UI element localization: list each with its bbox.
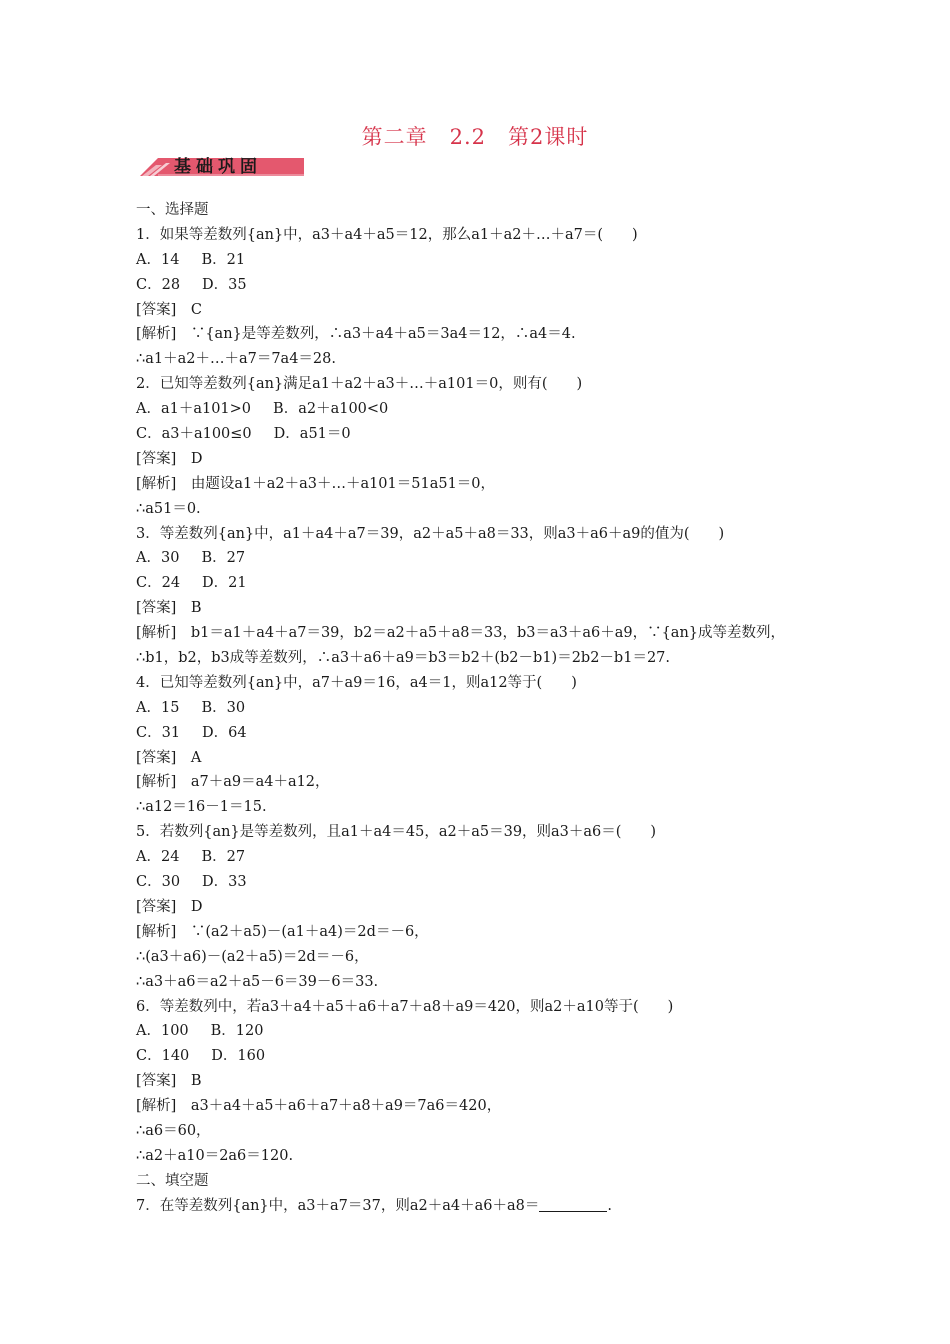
answer-label: [答案] bbox=[136, 600, 177, 617]
option-d: D．64 bbox=[202, 724, 247, 741]
option-row bbox=[136, 571, 826, 596]
answer-line bbox=[136, 746, 826, 771]
section-banner bbox=[136, 151, 308, 181]
page-title: 第二章 2.2 第2课时 bbox=[361, 125, 589, 149]
option-c: C．30 bbox=[136, 874, 181, 891]
option-b: B．27 bbox=[201, 849, 246, 866]
analysis-label: [解析] bbox=[136, 774, 177, 791]
analysis-label: [解析] bbox=[136, 625, 177, 642]
answer-line bbox=[136, 596, 826, 621]
option-d: D．35 bbox=[202, 276, 247, 293]
fill-question-tail: . bbox=[607, 1197, 612, 1214]
option-a: A．30 bbox=[136, 550, 180, 567]
section-heading-fill: 二、填空题 bbox=[136, 1172, 209, 1189]
answer-label: [答案] bbox=[136, 1073, 177, 1090]
option-b: B．27 bbox=[201, 550, 246, 567]
option-row bbox=[136, 1019, 826, 1044]
option-c: C．a3＋a100≤0 bbox=[136, 426, 252, 443]
document-body bbox=[136, 198, 826, 1219]
analysis-line: ∴a3＋a6＝a2＋a5－6＝39－6＝33. bbox=[136, 973, 379, 990]
option-a: A．a1＋a101>0 bbox=[136, 401, 252, 418]
option-d: D．21 bbox=[202, 575, 247, 592]
option-row bbox=[136, 870, 826, 895]
option-c: C．140 bbox=[136, 1048, 190, 1065]
answer-label: [答案] bbox=[136, 450, 177, 467]
analysis-line bbox=[136, 920, 826, 945]
answer-label: [答案] bbox=[136, 749, 177, 766]
option-c: C．24 bbox=[136, 575, 181, 592]
question-stem: 4．已知等差数列{an}中，a7＋a9＝16，a4＝1，则a12等于( ) bbox=[136, 674, 577, 691]
question-stem: 6．等差数列中，若a3＋a4＋a5＋a6＋a7＋a8＋a9＝420，则a2＋a10等于( ) bbox=[136, 998, 674, 1015]
answer-line bbox=[136, 895, 826, 920]
analysis-line: ∴(a3＋a6)－(a2＋a5)＝2d＝－6， bbox=[136, 948, 369, 965]
option-b: B．21 bbox=[201, 251, 246, 268]
analysis-text: a7＋a9＝a4＋a12， bbox=[190, 774, 330, 791]
option-b: B．a2＋a100<0 bbox=[273, 401, 389, 418]
option-row bbox=[136, 273, 826, 298]
answer-value: A bbox=[190, 749, 202, 766]
option-a: A．14 bbox=[136, 251, 180, 268]
option-row bbox=[136, 248, 826, 273]
option-row bbox=[136, 845, 826, 870]
banner-label: 基础巩固 bbox=[174, 157, 262, 177]
analysis-text: a3＋a4＋a5＋a6＋a7＋a8＋a9＝7a6＝420， bbox=[190, 1098, 502, 1115]
answer-label: [答案] bbox=[136, 898, 177, 915]
analysis-text: ∵(a2＋a5)－(a1＋a4)＝2d＝－6， bbox=[190, 923, 429, 940]
answer-value: B bbox=[190, 600, 202, 617]
analysis-text: ∵{an}是等差数列，∴a3＋a4＋a5＝3a4＝12，∴a4＝4. bbox=[190, 326, 576, 343]
answer-line bbox=[136, 447, 826, 472]
analysis-label: [解析] bbox=[136, 923, 177, 940]
option-c: C．31 bbox=[136, 724, 181, 741]
option-d: D．160 bbox=[211, 1048, 266, 1065]
analysis-line: ∴a1＋a2＋…＋a7＝7a4＝28. bbox=[136, 351, 336, 368]
analysis-line bbox=[136, 472, 826, 497]
answer-line bbox=[136, 1069, 826, 1094]
analysis-line: ∴a51＝0. bbox=[136, 500, 201, 517]
question-stem: 3．等差数列{an}中，a1＋a4＋a7＝39，a2＋a5＋a8＝33，则a3＋a6＋a9的值为( ) bbox=[136, 525, 725, 542]
analysis-line bbox=[136, 621, 826, 646]
option-d: D．33 bbox=[202, 874, 247, 891]
answer-value: B bbox=[190, 1073, 202, 1090]
analysis-label: [解析] bbox=[136, 326, 177, 343]
analysis-label: [解析] bbox=[136, 1098, 177, 1115]
analysis-line: ∴a12＝16－1＝15. bbox=[136, 799, 267, 816]
answer-blank bbox=[539, 1195, 607, 1212]
analysis-line: ∴b1，b2，b3成等差数列，∴a3＋a6＋a9＝b3＝b2＋(b2－b1)＝2b2－b1＝27. bbox=[136, 650, 670, 667]
question-stem: 2．已知等差数列{an}满足a1＋a2＋a3＋…＋a101＝0，则有( ) bbox=[136, 376, 583, 393]
answer-value: D bbox=[190, 898, 203, 915]
option-a: A．24 bbox=[136, 849, 180, 866]
fill-question-text: 7．在等差数列{an}中，a3＋a7＝37，则a2＋a4＋a6＋a8＝ bbox=[136, 1197, 540, 1214]
option-d: D．a51＝0 bbox=[273, 426, 351, 443]
analysis-line: ∴a6＝60， bbox=[136, 1122, 211, 1139]
option-row bbox=[136, 721, 826, 746]
option-row bbox=[136, 1044, 826, 1069]
answer-value: C bbox=[190, 301, 202, 318]
option-row bbox=[136, 397, 826, 422]
option-b: B．120 bbox=[210, 1023, 264, 1040]
question-stem: 1．如果等差数列{an}中，a3＋a4＋a5＝12，那么a1＋a2＋…＋a7＝( ) bbox=[136, 226, 638, 243]
section-heading-choice: 一、选择题 bbox=[136, 202, 209, 218]
analysis-line bbox=[136, 770, 826, 795]
option-row bbox=[136, 422, 826, 447]
option-row bbox=[136, 546, 826, 571]
analysis-line bbox=[136, 322, 826, 347]
question-stem: 5．若数列{an}是等差数列，且a1＋a4＝45，a2＋a5＝39，则a3＋a6＝( ) bbox=[136, 824, 657, 841]
answer-value: D bbox=[190, 450, 203, 467]
analysis-line bbox=[136, 1094, 826, 1119]
option-b: B．30 bbox=[201, 699, 246, 716]
answer-label: [答案] bbox=[136, 301, 177, 318]
option-row bbox=[136, 696, 826, 721]
option-c: C．28 bbox=[136, 276, 181, 293]
analysis-label: [解析] bbox=[136, 475, 177, 492]
option-a: A．15 bbox=[136, 699, 180, 716]
analysis-text: b1＝a1＋a4＋a7＝39，b2＝a2＋a5＋a8＝33，b3＝a3＋a6＋a9，∵{an}成等差数列， bbox=[190, 625, 786, 642]
option-a: A．100 bbox=[136, 1023, 189, 1040]
question-stem bbox=[136, 1194, 826, 1219]
analysis-text: 由题设a1＋a2＋a3＋…＋a101＝51a51＝0， bbox=[190, 475, 496, 492]
answer-line bbox=[136, 298, 826, 323]
analysis-line: ∴a2＋a10＝2a6＝120. bbox=[136, 1147, 294, 1164]
